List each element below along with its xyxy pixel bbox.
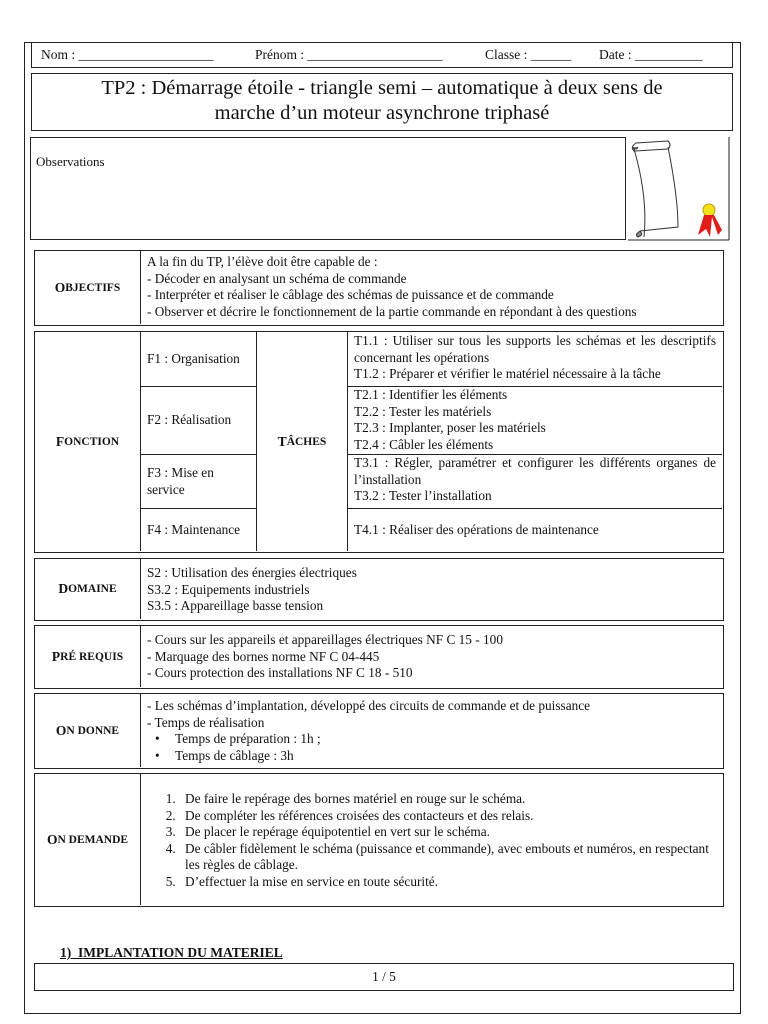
f4-cell: F4 : Maintenance <box>141 509 257 551</box>
objectif-line: A la fin du TP, l’élève doit être capable de : <box>147 254 378 269</box>
ondonne-label: O N DONNE <box>35 694 141 767</box>
ondemande-content <box>141 791 717 891</box>
fonction-label: F ONCTION <box>35 332 141 551</box>
task-line: T2.1 : Identifier les éléments <box>354 387 508 402</box>
objectif-line: - Observer et décrire le fonctionnement de la partie commande en répondant à des questions <box>147 303 637 319</box>
domaine-line: S2 : Utilisation des énergies électriques <box>147 565 357 580</box>
t3-cell <box>348 455 722 509</box>
objectifs-label: O BJECTIFS <box>35 251 141 324</box>
ondonne-bullets <box>147 731 717 764</box>
ondemande-label: O N DEMANDE <box>35 774 141 905</box>
domaine-content <box>141 563 363 617</box>
objectif-line: - Interpréter et réaliser le câblage des schémas de puissance et de commande <box>147 287 554 303</box>
demande-item: 3. De placer le repérage équipotentiel en vert sur le schéma. <box>179 824 717 841</box>
task-line: T1.2 : Préparer et vérifier le matériel nécessaire à la tâche <box>354 366 661 382</box>
objectif-line: - Décoder en analysant un schéma de commande <box>147 270 407 286</box>
task-line: T2.3 : Implanter, poser les matériels <box>354 420 546 436</box>
nom-field[interactable]: Nom : ____________________ <box>41 47 214 62</box>
demande-item: 1. De faire le repérage des bornes matériel en rouge sur le schéma. <box>179 791 717 808</box>
prerequis-line: - Marquage des bornes norme NF C 04-445 <box>147 648 380 664</box>
task-line: T4.1 : Réaliser des opérations de maintenance <box>354 521 599 537</box>
t2-cell <box>348 387 722 455</box>
title-line-2: marche d’un moteur asynchrone triphasé <box>214 102 550 124</box>
page-number: 1 / 5 <box>372 969 396 984</box>
bullet-item: • Temps de préparation : 1h ; <box>177 731 717 748</box>
observations-box[interactable] <box>30 137 626 240</box>
scroll-diploma-icon <box>626 137 731 241</box>
prenom-field[interactable]: Prénom : ____________________ <box>255 47 443 62</box>
student-info-bar <box>31 42 733 68</box>
task-line: T2.2 : Tester les matériels <box>354 403 492 419</box>
demande-item: 2. De compléter les références croisées des contacteurs et des relais. <box>179 808 717 825</box>
taches-label: T ÂCHES <box>257 332 348 551</box>
domaine-line: S3.2 : Equipements industriels <box>147 581 310 597</box>
ondonne-content <box>141 696 723 766</box>
objectifs-content <box>141 253 723 321</box>
section-heading: 1) IMPLANTATION DU MATERIEL <box>60 945 283 960</box>
prerequis-line: - Cours protection des installations NF C 18 - 510 <box>147 665 413 681</box>
ondonne-line: - Les schémas d’implantation, développé des circuits de commande et de puissance <box>147 698 591 713</box>
t1-cell <box>348 332 722 387</box>
fonction-table <box>34 331 724 553</box>
f3-cell: F3 : Mise en service <box>141 455 257 509</box>
f2-cell: F2 : Réalisation <box>141 387 257 455</box>
f1-cell: F1 : Organisation <box>141 332 257 387</box>
prerequis-content <box>141 630 509 684</box>
demande-item: 5. D’effectuer la mise en service en toute sécurité. <box>179 874 717 891</box>
observations-label: Observations <box>36 154 105 169</box>
page-footer <box>34 963 734 991</box>
classe-field[interactable]: Classe : ______ <box>485 47 572 62</box>
task-line: T2.4 : Câbler les éléments <box>354 436 494 452</box>
task-line: T3.2 : Tester l’installation <box>354 488 492 504</box>
prerequis-label: P RÉ REQUIS <box>35 626 141 687</box>
bullet-item: • Temps de câblage : 3h <box>177 748 717 765</box>
title-line-1: TP2 : Démarrage étoile - triangle semi – automatique à deux sens de <box>101 77 663 99</box>
objectifs-table <box>34 250 724 326</box>
task-line: T1.1 : Utiliser sur tous les supports les schémas et les descriptifs concernant les opérations <box>354 333 716 365</box>
prerequis-table <box>34 625 724 689</box>
task-line: T3.1 : Régler, paramétrer et configurer les différents organes de l’installation <box>354 455 716 487</box>
domaine-line: S3.5 : Appareillage basse tension <box>147 598 324 614</box>
ondemande-table <box>34 773 724 907</box>
demande-item: 4. De câbler fidèlement le schéma (puissance et commande), avec embouts et numéros, en respectant les règles de câblage. <box>179 841 717 874</box>
ondonne-table <box>34 693 724 769</box>
title-box <box>31 73 733 131</box>
domaine-table <box>34 558 724 621</box>
ondonne-line: - Temps de réalisation <box>147 714 265 730</box>
domaine-label: D OMAINE <box>35 559 141 619</box>
date-field[interactable]: Date : __________ <box>599 47 703 62</box>
prerequis-line: - Cours sur les appareils et appareillages électriques NF C 15 - 100 <box>147 632 503 647</box>
t4-cell <box>348 509 722 551</box>
